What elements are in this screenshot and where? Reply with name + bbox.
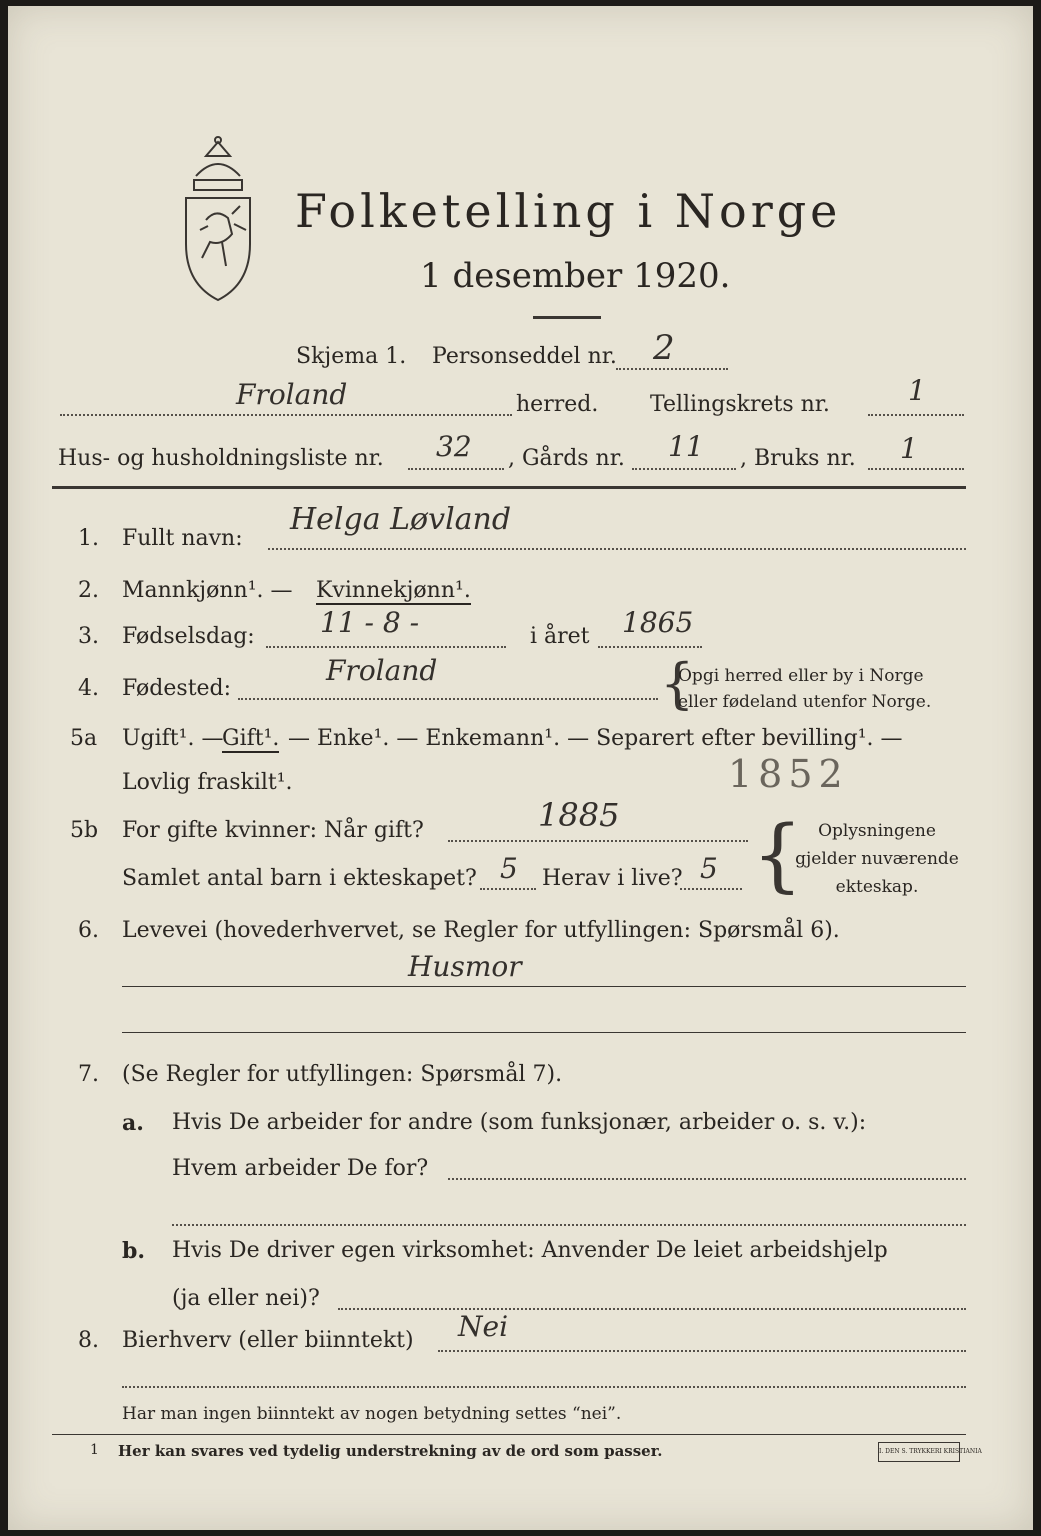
personseddel-value[interactable]: 2 [653,328,675,368]
status-unmarried-option[interactable]: Ugift¹. — [122,726,224,751]
hus-value[interactable]: 32 [436,430,472,463]
q4-number: 4. [78,676,99,701]
herred-value[interactable]: Froland [236,378,348,411]
gards-label: , Gårds nr. [508,446,625,471]
full-name-value[interactable]: Helga Løvland [290,502,512,537]
children-total-value[interactable]: 5 [500,852,518,885]
form-title: Folketelling i Norge [295,184,842,238]
q5a-number: 5a [70,726,98,751]
q5b-number: 5b [70,818,99,843]
q7b-question: (ja eller nei)? [172,1286,320,1311]
personseddel-label: Personseddel nr. [432,344,617,369]
q4-note-2: eller fødeland utenfor Norge. [678,692,932,712]
hired-help-field[interactable] [338,1308,966,1310]
q4-note-1: Opgi herred eller by i Norge [678,666,924,686]
birthday-value[interactable]: 11 - 8 - [320,606,420,639]
q6-number: 6. [78,918,99,943]
footnote-text: Her kan svares ved tydelig understrekning av de ord som passer. [118,1442,663,1460]
footer-note: Har man ingen biinntekt av nogen betydning settes “nei”. [122,1404,622,1424]
header-rule [52,486,966,489]
q5b-note-3: ekteskap. [835,877,919,897]
q6-label: Levevei (hovederhvervet, se Regler for utfyllingen: Spørsmål 6). [122,918,840,943]
children-total-label: Samlet antal barn i ekteskapet? [122,866,477,891]
printer-stamp: I. DEN S. TRYKKERI KRISTIANIA [878,1442,960,1462]
status-divorced-option[interactable]: Lovlig fraskilt¹. [122,770,293,795]
employer-field[interactable] [448,1178,966,1180]
herred-label: herred. [516,392,599,417]
q4-label: Fødested: [122,676,232,701]
coat-of-arms-icon [176,134,260,302]
q7a-question: Hvem arbeider De for? [172,1156,429,1181]
birthplace-value[interactable]: Froland [326,654,438,687]
skjema-label: Skjema 1. [296,344,407,369]
q3-number: 3. [78,624,99,649]
q5b-note-1: Oplysningene [818,821,936,841]
q2-number: 2. [78,578,99,603]
tellingskrets-label: Tellingskrets nr. [650,392,830,417]
footnote-mark: 1 [90,1442,99,1458]
q8-number: 8. [78,1328,99,1353]
q3-label: Fødselsdag: [122,624,255,649]
q1-label: Fullt navn: [122,526,243,551]
year-label: i året [530,624,590,649]
status-married-option[interactable]: Gift¹. [222,726,280,751]
title-divider [533,316,601,319]
tellingskrets-value[interactable]: 1 [908,374,926,407]
q7a-mark: a. [122,1110,144,1136]
q7a-text: Hvis De arbeider for andre (som funksjonær, arbeider o. s. v.): [172,1110,867,1135]
census-form: Folketelling i Norge 1 desember 1920. Skjema 1. Personseddel nr. 2 Froland herred. Tellingskrets nr. 1 Hus- og husholdningsliste nr. 32 , Gårds nr. 11 , Bruks nr. 1 1. Fullt navn: Helga Løvland 2. Mannkjønn¹. — Kvinnekjønn¹. 3. Fødselsdag: 11 - 8 - i året 1865 4. Fødested: Froland { Opgi herred eller by i Norge eller fødeland utenfor Norge. 5a Ugift¹. — Gift¹. — Enke¹. — Enkemann¹. — Separert efter bevilling¹. — Lovlig fraskilt¹. 1852 5b For gifte kvinner: Når gift? 1885 Samlet antal barn i ekteskapet? 5 Herav i live? 5 { Oplysningene gjelder nuværende ekteskap. 6. Levevei (hovederhvervet, se Regler for utfyllingen: Spørsmål 6). Husmor 7. (Se Regler for utfyllingen: Spørsmål 7). a. Hvis De arbeider for andre (som funksjonær, arbeider o. s. v.): Hvem arbeider De for? b. Hvis De driver egen virksomhet: Anvender De leiet arbeidshjelp (ja eller nei)? 8. Bierhverv (eller biinntekt) Nei Har man ingen biinntekt av nogen betydning settes “nei”. 1 Her kan svares ved tydelig understrekning av de ord som passer. I. DEN S. TRYKKERI KRISTIANIA [8,6,1033,1530]
side-income-value[interactable]: Nei [458,1310,509,1343]
margin-note-value: 1852 [728,752,849,796]
q7-label: (Se Regler for utfyllingen: Spørsmål 7). [122,1062,563,1087]
q7b-mark: b. [122,1238,146,1264]
q7b-text: Hvis De driver egen virksomhet: Anvender De leiet arbeidshjelp [172,1238,888,1263]
children-alive-value[interactable]: 5 [700,852,718,885]
bruks-value[interactable]: 1 [900,432,918,465]
bruks-label: , Bruks nr. [740,446,856,471]
q1-number: 1. [78,526,99,551]
q7-number: 7. [78,1062,99,1087]
gards-value[interactable]: 11 [668,430,704,463]
form-date: 1 desember 1920. [420,256,731,296]
gender-male-option[interactable]: Mannkjønn¹. — [122,578,293,603]
children-alive-label: Herav i live? [542,866,683,891]
gender-female-option[interactable]: Kvinnekjønn¹. [316,578,471,603]
married-when-label: For gifte kvinner: Når gift? [122,818,424,843]
occupation-value[interactable]: Husmor [408,950,522,983]
hus-label: Hus- og husholdningsliste nr. [58,446,384,471]
q8-label: Bierhverv (eller biinntekt) [122,1328,414,1353]
status-other-options[interactable]: — Enke¹. — Enkemann¹. — Separert efter bevilling¹. — [288,726,903,751]
birth-year-value[interactable]: 1865 [622,606,694,639]
married-year-value[interactable]: 1885 [538,796,620,834]
q5b-note-2: gjelder nuværende [795,849,959,869]
